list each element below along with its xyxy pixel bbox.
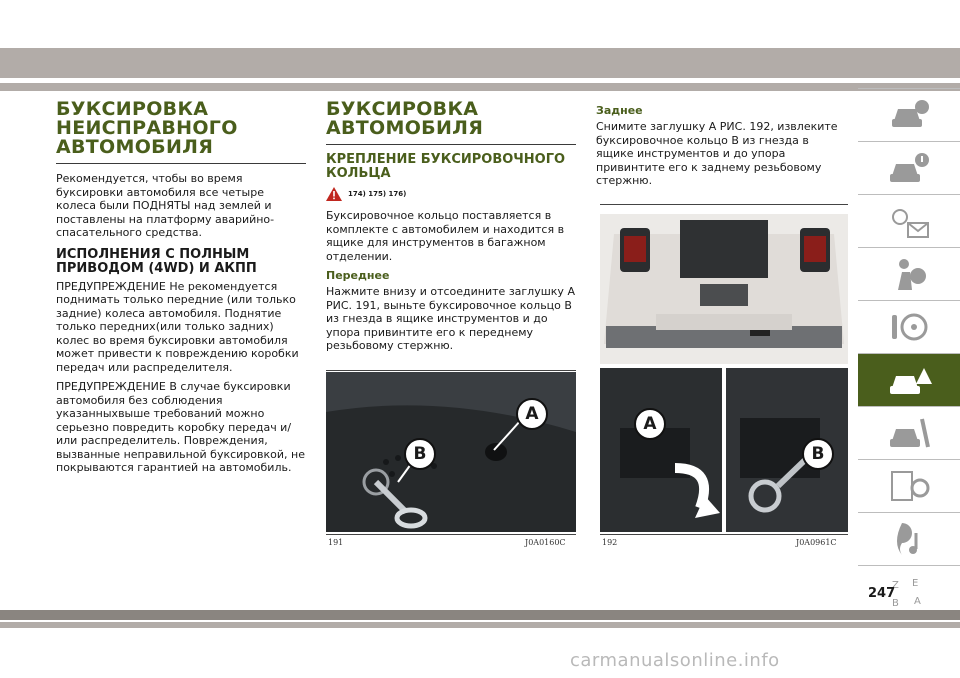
- figure-bottom-rule: [326, 534, 576, 535]
- svg-text:Z: Z: [892, 580, 899, 591]
- svg-text:A: A: [914, 596, 921, 607]
- warning-triangle-icon: [326, 187, 342, 201]
- figure-top-rule: [326, 370, 576, 371]
- specs-gear-icon: [886, 466, 932, 506]
- steering-key-icon: [886, 307, 932, 347]
- callout-a: A: [516, 398, 548, 430]
- lights-message-icon: [886, 201, 932, 241]
- breakdown-icon: [886, 360, 932, 400]
- tab-car-alert[interactable]: [858, 141, 960, 194]
- front-instructions: Нажмите внизу и отсоедините заглушку A РИС. 191, выньте буксировочное кольцо B из гнезда в ящике инструментов и до упора привинтите его к переднему резьбовому стержню.: [326, 285, 575, 352]
- warning-paragraph-2: ПРЕДУПРЕЖДЕНИЕ В случае буксировки автомобиля без соблюдения указанныхвыше требований можно серьезно повредить коробку передач и/или распределитель. Повреждения, вызванные неправильной буксировкой, не покрываются гарантией на автомобиль.: [56, 380, 305, 474]
- tab-lights-messages[interactable]: [858, 194, 960, 247]
- multimedia-icon: [886, 519, 932, 559]
- intro-paragraph: Рекомендуется, чтобы во время буксировки автомобиля все четыре колеса были ПОДНЯТЫ над землей и поставлены на платформу аварийно-спасательного средства.: [56, 172, 275, 239]
- section-title: БУКСИРОВКА АВТОМОБИЛЯ: [326, 98, 484, 139]
- front-heading: Переднее: [326, 269, 390, 282]
- svg-text:B: B: [892, 598, 899, 609]
- airbag-icon: [886, 254, 932, 294]
- car-alert-icon: [886, 148, 932, 188]
- rear-heading: Заднее: [596, 104, 643, 117]
- figure-192-rear-view: [600, 214, 848, 364]
- rear-instructions: Снимите заглушку A РИС. 192, извлеките буксировочное кольцо B из гнезда в ящике инструментов и до упора привинтите его к заднему резьбовому стержню.: [596, 120, 838, 187]
- tab-multimedia[interactable]: [858, 512, 960, 565]
- warning-references: [326, 187, 576, 201]
- title-rule: [56, 163, 306, 164]
- car-info-icon: [886, 95, 932, 135]
- service-wrench-icon: [886, 413, 932, 453]
- footer-stripe: [0, 622, 960, 628]
- ring-location-paragraph: Буксировочное кольцо поставляется в комплекте с автомобилем и находится в ящике для инструментов в багажном отделении.: [326, 209, 565, 263]
- tab-servicing[interactable]: [858, 406, 960, 459]
- tab-technical-data[interactable]: [858, 459, 960, 512]
- figure-192-number: 192: [602, 538, 618, 547]
- figure-bottom-rule: [600, 534, 848, 535]
- tab-emergency[interactable]: [858, 353, 960, 406]
- figure-191-front-tow-hook: [326, 372, 576, 532]
- tab-safety[interactable]: [858, 247, 960, 300]
- tab-car-info[interactable]: [858, 88, 960, 141]
- svg-text:E: E: [912, 578, 919, 589]
- header-stripe: [0, 83, 960, 91]
- column-towing-disabled: [56, 100, 306, 481]
- figure-top-rule: [600, 204, 848, 205]
- subsection-title: ИСПОЛНЕНИЯ С ПОЛНЫМ ПРИВОДОМ (4WD) И АКПП: [56, 246, 257, 276]
- callout-b: B: [404, 438, 436, 470]
- column-rear: [596, 100, 846, 194]
- subsection-title: КРЕПЛЕНИЕ БУКСИРОВОЧНОГО КОЛЬЦА: [326, 152, 566, 181]
- figure-192-code: J0A0961C: [796, 538, 837, 547]
- tab-start-drive[interactable]: [858, 300, 960, 353]
- figure-191-code: J0A0160C: [525, 538, 566, 547]
- page-number: 247: [868, 586, 896, 601]
- callout-a: A: [634, 408, 666, 440]
- column-vehicle-towing: [326, 100, 576, 359]
- chapter-tabs: [858, 88, 960, 618]
- figure-192-rear-tow-hook: [600, 368, 848, 532]
- warning-paragraph-1: ПРЕДУПРЕЖДЕНИЕ Не рекомендуется поднимать только передние (или только задние) колеса автомобиля. Поднятие только передних(или только задних) колес во время буксировки автомобиля может привести к повреждению коробки передач или распределителя.: [56, 279, 299, 374]
- figure-191-number: 191: [328, 538, 344, 547]
- footer-band: [0, 610, 960, 620]
- header-band: [0, 48, 960, 78]
- callout-b: B: [802, 438, 834, 470]
- section-title: БУКСИРОВКА НЕИСПРАВНОГО АВТОМОБИЛЯ: [56, 98, 238, 158]
- warning-refs-text: 174) 175) 176): [348, 190, 407, 198]
- title-rule: [326, 144, 576, 145]
- watermark-text: carmanualsonline.info: [570, 650, 780, 671]
